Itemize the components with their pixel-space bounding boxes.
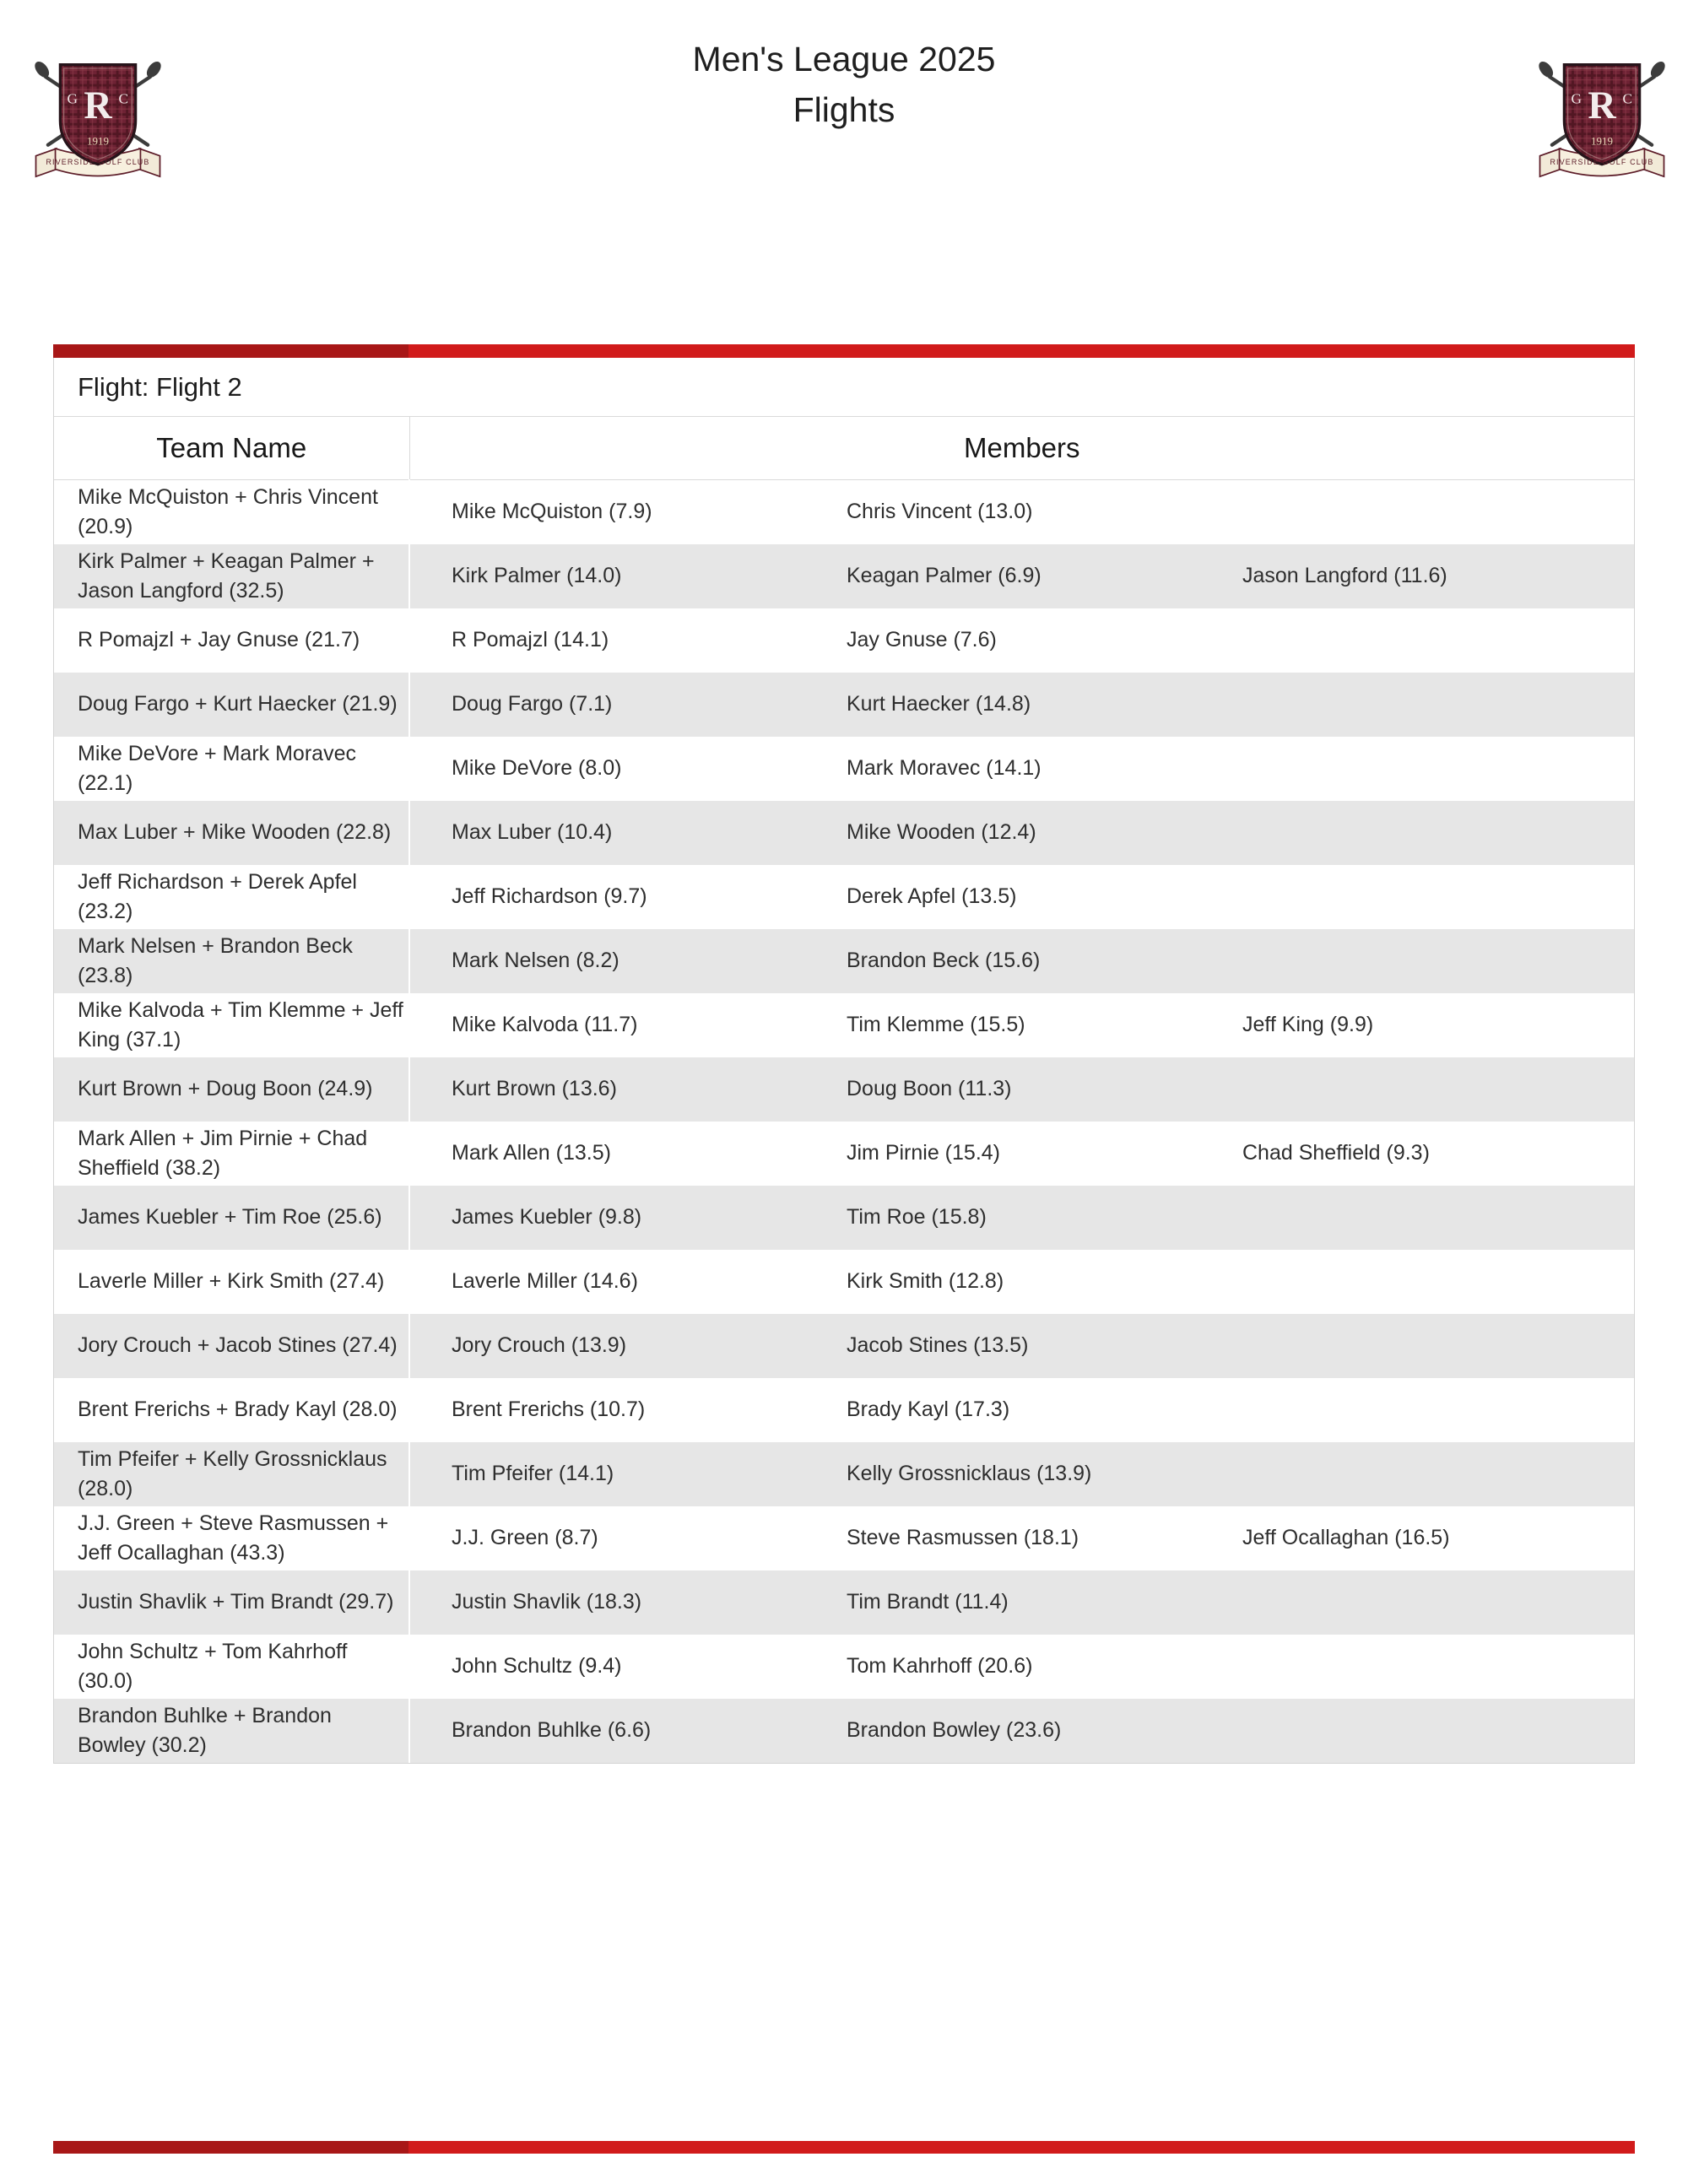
- member-cell: Jeff King (9.9): [1242, 1013, 1374, 1036]
- team-name-cell: R Pomajzl + Jay Gnuse (21.7): [54, 608, 409, 673]
- member-cell: Tom Kahrhoff (20.6): [847, 1654, 1033, 1678]
- member-cell: Jason Langford (11.6): [1242, 564, 1447, 587]
- member-cell-empty: [1201, 1699, 1634, 1763]
- team-row: [54, 1378, 1634, 1442]
- member-cell: Tim Brandt (11.4): [847, 1590, 1009, 1614]
- team-row: [54, 865, 1634, 929]
- member-cell: Keagan Palmer (6.9): [847, 564, 1041, 587]
- table-frame: [53, 358, 1635, 1764]
- member-cell: Kurt Haecker (14.8): [847, 692, 1031, 716]
- svg-text:R: R: [1588, 84, 1616, 127]
- team-row: [54, 544, 1634, 608]
- member-cell-empty: [1201, 1186, 1634, 1250]
- member-cell: Mark Moravec (14.1): [847, 756, 1041, 780]
- column-header-row: [54, 417, 1634, 479]
- member-cell: Derek Apfel (13.5): [847, 884, 1017, 908]
- accent-bar-left-segment: [53, 2141, 408, 2154]
- member-cell: Kelly Grossnicklaus (13.9): [847, 1462, 1092, 1485]
- team-row: [54, 1122, 1634, 1186]
- member-cell: Jeff Ocallaghan (16.5): [1242, 1526, 1450, 1549]
- member-cell: Max Luber (10.4): [452, 820, 613, 844]
- member-cell: Mike DeVore (8.0): [452, 756, 622, 780]
- flight-table: [53, 344, 1635, 1764]
- page-subtitle: Flights: [793, 90, 895, 129]
- member-cell: Steve Rasmussen (18.1): [847, 1526, 1079, 1549]
- member-cell: Jacob Stines (13.5): [847, 1333, 1029, 1357]
- table-accent-bar: [53, 344, 1635, 358]
- member-cell-empty: [1201, 1314, 1634, 1378]
- team-name-cell: Justin Shavlik + Tim Brandt (29.7): [54, 1570, 409, 1635]
- team-row: [54, 1699, 1634, 1763]
- team-name-cell: Kirk Palmer + Keagan Palmer + Jason Langford (32.5): [54, 544, 409, 608]
- member-cell: Tim Roe (15.8): [847, 1205, 987, 1229]
- member-cell: Mike McQuiston (7.9): [452, 500, 652, 523]
- member-cell: R Pomajzl (14.1): [452, 628, 609, 651]
- svg-text:C: C: [1622, 90, 1633, 107]
- svg-text:R: R: [84, 84, 112, 127]
- page-title-block: [0, 34, 1688, 135]
- member-cell: Kirk Smith (12.8): [847, 1269, 1004, 1293]
- team-row: [54, 993, 1634, 1057]
- team-name-cell: Mike Kalvoda + Tim Klemme + Jeff King (37.1): [54, 993, 409, 1057]
- member-cell-empty: [1201, 737, 1634, 801]
- member-cell: Kirk Palmer (14.0): [452, 564, 622, 587]
- team-name-cell: Laverle Miller + Kirk Smith (27.4): [54, 1250, 409, 1314]
- member-cell-empty: [1201, 608, 1634, 673]
- svg-text:1919: 1919: [87, 134, 109, 148]
- club-crest-icon: [19, 84, 177, 204]
- club-logo-right: [1523, 35, 1681, 201]
- flight-label: Flight: Flight 2: [54, 358, 1634, 417]
- team-name-cell: Brent Frerichs + Brady Kayl (28.0): [54, 1378, 409, 1442]
- svg-text:G: G: [67, 90, 78, 107]
- team-name-cell: Doug Fargo + Kurt Haecker (21.9): [54, 673, 409, 737]
- team-row: [54, 1635, 1634, 1699]
- svg-text:G: G: [1571, 90, 1582, 107]
- team-row: [54, 1570, 1634, 1635]
- accent-bar-right-segment: [408, 2141, 1635, 2154]
- team-name-cell: Max Luber + Mike Wooden (22.8): [54, 801, 409, 865]
- member-cell-empty: [1201, 1250, 1634, 1314]
- team-name-cell: J.J. Green + Steve Rasmussen + Jeff Ocallaghan (43.3): [54, 1506, 409, 1570]
- member-cell: Brandon Buhlke (6.6): [452, 1718, 652, 1742]
- team-row: [54, 737, 1634, 801]
- svg-text:1919: 1919: [1591, 134, 1613, 148]
- member-cell-empty: [1201, 1057, 1634, 1122]
- team-row: [54, 673, 1634, 737]
- accent-bar-right-segment: [408, 344, 1635, 358]
- member-cell: Mark Allen (13.5): [452, 1141, 611, 1165]
- member-cell-empty: [1201, 865, 1634, 929]
- member-cell-empty: [1201, 1635, 1634, 1699]
- member-cell: John Schultz (9.4): [452, 1654, 622, 1678]
- team-row: [54, 1250, 1634, 1314]
- team-name-cell: Mark Allen + Jim Pirnie + Chad Sheffield (38.2): [54, 1122, 409, 1186]
- team-row: [54, 801, 1634, 865]
- team-name-cell: Jeff Richardson + Derek Apfel (23.2): [54, 865, 409, 929]
- team-name-cell: Mark Nelsen + Brandon Beck (23.8): [54, 929, 409, 993]
- team-row: [54, 1314, 1634, 1378]
- team-row: [54, 1057, 1634, 1122]
- member-cell: Chris Vincent (13.0): [847, 500, 1033, 523]
- team-row: [54, 1186, 1634, 1250]
- member-cell: James Kuebler (9.8): [452, 1205, 642, 1229]
- member-cell: Mark Nelsen (8.2): [452, 949, 619, 972]
- club-crest-icon: [1523, 84, 1681, 204]
- member-cell: Mike Kalvoda (11.7): [452, 1013, 638, 1036]
- member-cell: Jay Gnuse (7.6): [847, 628, 997, 651]
- member-cell: Jim Pirnie (15.4): [847, 1141, 1000, 1165]
- member-cell-empty: [1201, 479, 1634, 544]
- accent-bar-left-segment: [53, 344, 408, 358]
- teams-table: [54, 417, 1634, 1763]
- member-cell: Kurt Brown (13.6): [452, 1077, 617, 1100]
- next-table-accent-bar: [53, 2141, 1635, 2154]
- member-cell: Justin Shavlik (18.3): [452, 1590, 642, 1614]
- flight-table-body: [54, 479, 1634, 1763]
- team-name-cell: John Schultz + Tom Kahrhoff (30.0): [54, 1635, 409, 1699]
- member-cell-empty: [1201, 1378, 1634, 1442]
- svg-text:C: C: [118, 90, 129, 107]
- team-row: [54, 929, 1634, 993]
- member-cell-empty: [1201, 1570, 1634, 1635]
- member-cell: Tim Pfeifer (14.1): [452, 1462, 614, 1485]
- member-cell: Doug Boon (11.3): [847, 1077, 1012, 1100]
- member-cell: Doug Fargo (7.1): [452, 692, 613, 716]
- member-cell: Laverle Miller (14.6): [452, 1269, 638, 1293]
- member-cell: Brandon Beck (15.6): [847, 949, 1041, 972]
- team-name-cell: Mike DeVore + Mark Moravec (22.1): [54, 737, 409, 801]
- member-cell-empty: [1201, 673, 1634, 737]
- team-row: [54, 1442, 1634, 1506]
- team-row: [54, 479, 1634, 544]
- team-name-cell: Jory Crouch + Jacob Stines (27.4): [54, 1314, 409, 1378]
- member-cell-empty: [1201, 801, 1634, 865]
- team-row: [54, 608, 1634, 673]
- column-header-members: Members: [409, 417, 1634, 479]
- member-cell: J.J. Green (8.7): [452, 1526, 598, 1549]
- team-name-cell: Mike McQuiston + Chris Vincent (20.9): [54, 479, 409, 544]
- team-row: [54, 1506, 1634, 1570]
- member-cell: Jory Crouch (13.9): [452, 1333, 627, 1357]
- member-cell: Tim Klemme (15.5): [847, 1013, 1025, 1036]
- member-cell-empty: [1201, 929, 1634, 993]
- team-name-cell: Kurt Brown + Doug Boon (24.9): [54, 1057, 409, 1122]
- member-cell: Brandon Bowley (23.6): [847, 1718, 1062, 1742]
- svg-text:RIVERSIDE GOLF CLUB: RIVERSIDE GOLF CLUB: [46, 157, 150, 166]
- member-cell: Brady Kayl (17.3): [847, 1397, 1010, 1421]
- member-cell-empty: [1201, 1442, 1634, 1506]
- team-name-cell: James Kuebler + Tim Roe (25.6): [54, 1186, 409, 1250]
- page-title: Men's League 2025: [692, 40, 996, 78]
- svg-text:RIVERSIDE GOLF CLUB: RIVERSIDE GOLF CLUB: [1550, 157, 1654, 166]
- member-cell: Jeff Richardson (9.7): [452, 884, 647, 908]
- team-name-cell: Tim Pfeifer + Kelly Grossnicklaus (28.0): [54, 1442, 409, 1506]
- member-cell: Chad Sheffield (9.3): [1242, 1141, 1430, 1165]
- member-cell: Mike Wooden (12.4): [847, 820, 1036, 844]
- column-header-team: Team Name: [54, 417, 409, 479]
- team-name-cell: Brandon Buhlke + Brandon Bowley (30.2): [54, 1699, 409, 1763]
- member-cell: Brent Frerichs (10.7): [452, 1397, 646, 1421]
